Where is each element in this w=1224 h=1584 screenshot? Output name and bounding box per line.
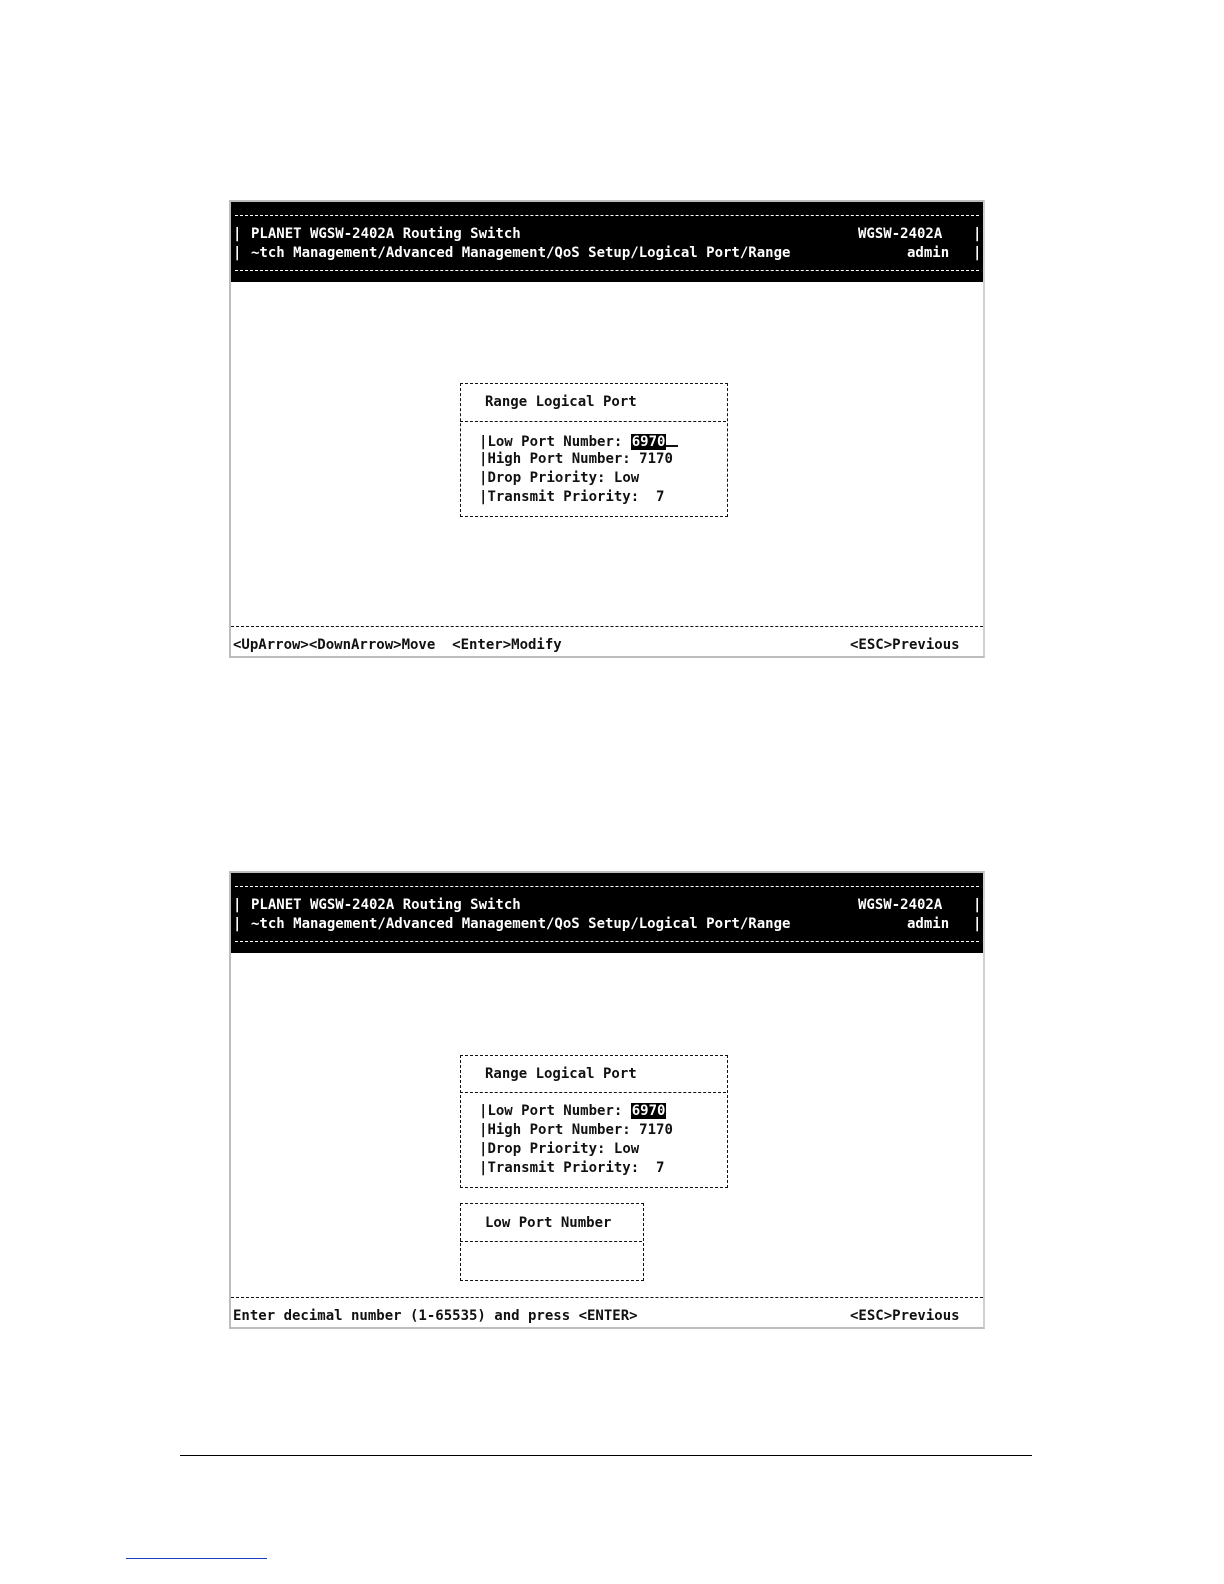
low-port-number-input[interactable] (467, 1252, 635, 1271)
high-port-value: 7170 (639, 1122, 673, 1138)
footer-divider (231, 1297, 983, 1298)
field-transmit-priority[interactable]: |Transmit Priority: 7 (479, 489, 665, 505)
field-label: Transmit Priority: (487, 489, 640, 505)
terminal-screen-2 (229, 871, 985, 1329)
header-user: admin (907, 245, 950, 261)
dialog-title: Range Logical Port (485, 1066, 637, 1082)
low-port-value[interactable]: 6970 (631, 1103, 666, 1119)
drop-priority-value: Low (613, 1141, 640, 1157)
terminal-header: | PLANET WGSW-2402A Routing Switch WGSW-2402A | | ~tch Management/Advanced Management/QoS Setup/Logical Port/Range admin | (231, 873, 983, 953)
header-title: PLANET WGSW-2402A Routing Switch (251, 897, 521, 913)
field-high-port[interactable]: |High Port Number: 7170 (479, 451, 673, 467)
header-model: WGSW-2402A (858, 226, 943, 242)
header-path: ~tch Management/Advanced Management/QoS Setup/Logical Port/Range (251, 916, 791, 932)
field-label: Drop Priority: (487, 1141, 606, 1157)
header-user: admin (907, 916, 950, 932)
page-footer-rule (180, 1455, 1032, 1456)
field-low-port[interactable]: |Low Port Number: 6970 (479, 431, 678, 452)
header-title: PLANET WGSW-2402A Routing Switch (251, 226, 521, 242)
footer-esc-previous[interactable]: <ESC>Previous (850, 1308, 960, 1324)
field-label: Low Port Number: (487, 434, 623, 450)
footer-hint: <UpArrow><DownArrow>Move <Enter>Modify (233, 637, 562, 653)
field-low-port[interactable]: |Low Port Number: 6970 (479, 1103, 666, 1119)
terminal-screen-1 (229, 200, 985, 658)
terminal-header: | PLANET WGSW-2402A Routing Switch WGSW-2402A | | ~tch Management/Advanced Management/QoS Setup/Logical Port/Range admin | (231, 202, 983, 282)
low-port-value[interactable]: 6970 (631, 434, 666, 450)
high-port-value: 7170 (639, 451, 673, 467)
footer-divider (231, 626, 983, 627)
transmit-priority-value: 7 (656, 489, 665, 505)
transmit-priority-value: 7 (656, 1160, 665, 1176)
field-label: Transmit Priority: (487, 1160, 640, 1176)
field-high-port[interactable]: |High Port Number: 7170 (479, 1122, 673, 1138)
field-label: Drop Priority: (487, 470, 606, 486)
dialog-title: Range Logical Port (485, 394, 637, 410)
field-transmit-priority[interactable]: |Transmit Priority: 7 (479, 1160, 665, 1176)
footer-link-underline (126, 1558, 267, 1559)
input-dialog-title: Low Port Number (485, 1215, 612, 1231)
footer-hint: Enter decimal number (1-65535) and press <ENTER> (233, 1308, 638, 1324)
header-model: WGSW-2402A (858, 897, 943, 913)
field-drop-priority[interactable]: |Drop Priority: Low (479, 1141, 640, 1157)
drop-priority-value: Low (613, 470, 640, 486)
header-path: ~tch Management/Advanced Management/QoS Setup/Logical Port/Range (251, 245, 791, 261)
footer-esc-previous[interactable]: <ESC>Previous (850, 637, 960, 653)
field-label: Low Port Number: (487, 1103, 623, 1119)
field-label: High Port Number: (487, 451, 631, 467)
field-drop-priority[interactable]: |Drop Priority: Low (479, 470, 640, 486)
field-label: High Port Number: (487, 1122, 631, 1138)
text-cursor (666, 431, 678, 447)
